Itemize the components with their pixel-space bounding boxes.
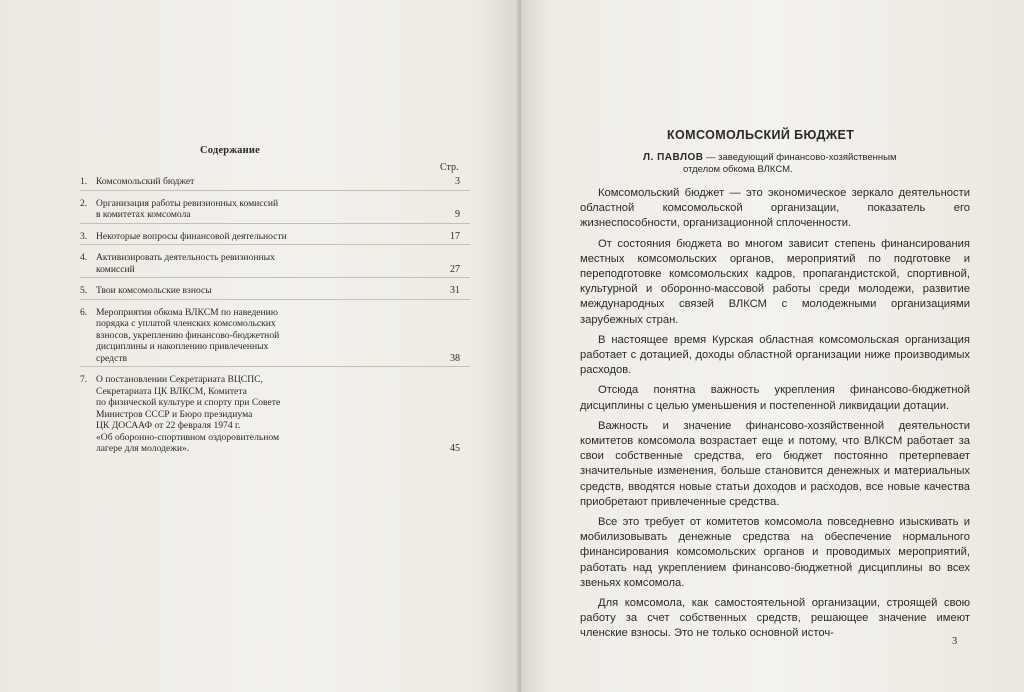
toc-item-page: 3	[455, 176, 460, 187]
page-number: 3	[952, 636, 958, 647]
toc-item-page: 17	[450, 230, 460, 242]
toc-item-number: 6.	[80, 306, 88, 318]
toc-item-page: 38	[450, 352, 460, 364]
toc-item-title: Твои комсомольские взносы	[96, 285, 212, 296]
article-paragraph: От состояния бюджета во многом зависит степень финансирования местных комсомольских органов, мероприятий по подготовке и переподготовке комсомольских кадров, пропагандистской, спортивной, культурной и оборонно-массовой работы среди молодежи, развитие международных связей ВЛКСМ с молодежными организациями зарубежных стран.	[580, 237, 970, 326]
toc-item-number: 2.	[80, 197, 88, 209]
toc-item-page: 45	[450, 443, 460, 454]
toc-item-title: Организация работы ревизионных комиссий в комитетах комсомола	[96, 197, 279, 220]
article-title: КОМСОМОЛЬСКИЙ БЮДЖЕТ	[667, 128, 855, 142]
toc-item-number: 1.	[80, 176, 88, 187]
toc-list	[80, 176, 470, 464]
toc-item	[80, 198, 470, 224]
toc-item-title: Мероприятия обкома ВЛКСМ по наведению порядка с уплатой членских комсомольских взносов, укреплению финансово-бюджетной дисциплины и накоплению привлеченных средств	[96, 306, 280, 364]
article-byline	[643, 152, 973, 176]
toc-page-column-label: Стр.	[440, 162, 459, 173]
toc-item-number: 4.	[80, 252, 88, 263]
article-paragraph: Важность и значение финансово-хозяйственной деятельности комитетов комсомола возрастает еще и потому, что ВЛКСМ работает за свои собственные средства, его бюджет постоянно претерпевает значительные изменения, больше становится денежных и материальных средств, вводятся новые статьи доходов и расходов, все новые качества приобретают привлеченные средства.	[580, 419, 970, 508]
toc-item	[80, 307, 470, 368]
toc-item-number: 7.	[80, 374, 88, 385]
article-paragraph: Все это требует от комитетов комсомола повседневно изыскивать и мобилизовывать денежные средства на обеспечение нормального финансирования комсомольских органов и проводимых мероприятий, работать над укреплением финансово-бюджетной дисциплины во всех звеньях комсомола.	[580, 516, 970, 589]
article-paragraph: Для комсомола, как самостоятельной организации, строящей свою работу за счет собственных средств, решающее значение имеют членские взносы. Это не только основной источ-	[580, 597, 970, 640]
toc-title: Содержание	[200, 145, 260, 156]
article-paragraph: В настоящее время Курская областная комсомольская организация работает с дотацией, доходы областной организации ниже производимых расходов.	[580, 333, 970, 377]
toc-item-title: Комсомольский бюджет	[96, 176, 195, 187]
toc-item-title: Некоторые вопросы финансовой деятельности	[96, 230, 287, 242]
toc-item-page: 27	[450, 263, 460, 275]
toc-item-title: Активизировать деятельность ревизионных комиссий	[96, 252, 275, 275]
toc-item	[80, 374, 470, 457]
toc-item	[80, 231, 470, 246]
author-role: — заведующий финансово-хозяйственным	[705, 152, 897, 163]
toc-item-title: О постановлении Секретариата ВЦСПС, Секретариата ЦК ВЛКСМ, Комитета по физической культуре и спорту при Совете Министров СССР и Бюро президиума ЦК ДОСААФ от 22 февраля 1974 г. «Об оборонно-спортивном оздоровительном лагере для молодежи».	[96, 374, 281, 454]
author-name: Л. ПАВЛОВ	[643, 152, 704, 163]
author-role-continued: отделом обкома ВЛКСМ.	[683, 164, 793, 175]
toc-item-number: 5.	[80, 285, 88, 296]
article-body	[580, 186, 970, 647]
article-paragraph: Комсомольский бюджет — это экономическое зеркало деятельности областной комсомольской организации, показатель его жизнеспособности, организационной сплоченности.	[580, 187, 970, 230]
toc-item	[80, 176, 470, 191]
toc-item	[80, 252, 470, 278]
toc-item-page: 31	[450, 285, 460, 296]
article-paragraph: Отсюда понятна важность укрепления финансово-бюджетной дисциплины с целью уменьшения и постепенной ликвидации дотации.	[580, 384, 970, 412]
toc-item	[80, 285, 470, 300]
toc-item-page: 9	[455, 209, 460, 220]
toc-item-number: 3.	[80, 230, 88, 242]
